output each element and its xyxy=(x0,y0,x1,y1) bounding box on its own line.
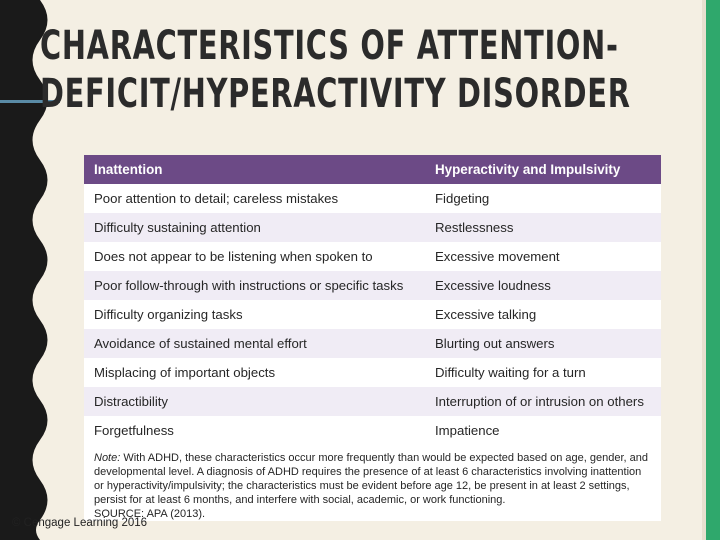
inattention-cell: Poor attention to detail; careless mistakes xyxy=(84,184,425,213)
inattention-cell: Misplacing of important objects xyxy=(84,358,425,387)
table-row xyxy=(84,358,661,387)
table-row xyxy=(84,242,661,271)
note-source: SOURCE: APA (2013). xyxy=(94,508,206,520)
adhd-characteristics-table-card xyxy=(84,155,661,521)
table-row xyxy=(84,329,661,358)
hyperactivity-cell: Fidgeting xyxy=(425,184,661,213)
hyperactivity-cell: Excessive loudness xyxy=(425,271,661,300)
copyright-notice: © Cengage Learning 2016 xyxy=(12,517,148,529)
table-note xyxy=(84,445,661,521)
inattention-cell: Does not appear to be listening when spoken to xyxy=(84,242,425,271)
table-row xyxy=(84,271,661,300)
inattention-cell: Forgetfulness xyxy=(84,416,425,445)
column-header-hyperactivity: Hyperactivity and Impulsivity xyxy=(425,155,661,184)
hyperactivity-cell: Excessive talking xyxy=(425,300,661,329)
hyperactivity-cell: Restlessness xyxy=(425,213,661,242)
table-row xyxy=(84,213,661,242)
slide-title-line-1: CHARACTERISTICS OF ATTENTION- xyxy=(40,23,619,69)
slide-title xyxy=(40,22,631,118)
inattention-cell: Poor follow-through with instructions or specific tasks xyxy=(84,271,425,300)
table-header-row xyxy=(84,155,661,184)
slide-title-line-2: DEFICIT/HYPERACTIVITY DISORDER xyxy=(40,71,631,117)
hyperactivity-cell: Excessive movement xyxy=(425,242,661,271)
hyperactivity-cell: Blurting out answers xyxy=(425,329,661,358)
table-row xyxy=(84,300,661,329)
adhd-characteristics-table xyxy=(84,155,661,445)
right-edge-bar xyxy=(706,0,720,540)
note-text: With ADHD, these characteristics occur more frequently than would be expected based on age, gender, and developmental level. A diagnosis of ADHD requires the presence of at least 6 characteristics involving inattention or hyperactivity/impulsivity; the characteristics must be evident before age 12, be present in at least 2 settings, persist for at least 6 months, and interfere with social, academic, or work functioning. xyxy=(94,452,648,506)
table-row xyxy=(84,184,661,213)
hyperactivity-cell: Impatience xyxy=(425,416,661,445)
hyperactivity-cell: Difficulty waiting for a turn xyxy=(425,358,661,387)
hyperactivity-cell: Interruption of or intrusion on others xyxy=(425,387,661,416)
inattention-cell: Difficulty sustaining attention xyxy=(84,213,425,242)
table-row xyxy=(84,416,661,445)
table-row xyxy=(84,387,661,416)
inattention-cell: Distractibility xyxy=(84,387,425,416)
column-header-inattention: Inattention xyxy=(84,155,425,184)
note-label: Note: xyxy=(94,452,121,464)
inattention-cell: Avoidance of sustained mental effort xyxy=(84,329,425,358)
inattention-cell: Difficulty organizing tasks xyxy=(84,300,425,329)
